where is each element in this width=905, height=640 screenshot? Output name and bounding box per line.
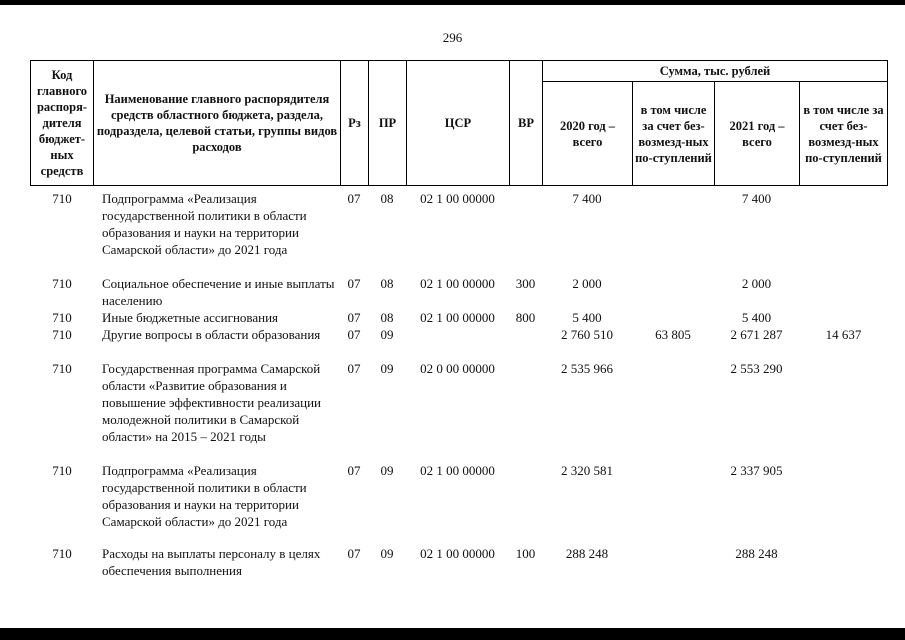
row-sum-2020: 2 760 510: [561, 327, 613, 342]
header-pr: ПР: [368, 60, 407, 186]
row-sum-2021: 2 553 290: [730, 361, 783, 376]
header-sum-2021: 2021 год – всего: [714, 81, 800, 186]
row-rz: 07: [347, 361, 361, 376]
header-rz: Рз: [340, 60, 369, 186]
row-grant-2021: 14 637: [825, 327, 862, 342]
row-rz: 07: [347, 276, 361, 291]
row-sum-2020: 2 000: [572, 276, 602, 291]
row-csr: 02 1 00 00000: [420, 276, 495, 291]
header-grant-2021: в том числе за счет без-возмезд-ных по-ступлений: [799, 81, 888, 186]
row-rz: 07: [347, 327, 361, 342]
page-number: 296: [442, 30, 463, 45]
row-name: Социальное обеспечение и иные выплаты населению: [102, 276, 335, 308]
row-sum-2021: 5 400: [741, 310, 772, 325]
row-rz: 07: [347, 546, 361, 561]
row-code: 710: [52, 276, 72, 291]
row-pr: 08: [380, 191, 394, 206]
row-grant-2020: 63 805: [655, 327, 691, 342]
row-pr: 09: [380, 546, 394, 561]
bottom-border-bar: [0, 628, 905, 640]
row-vr: 800: [515, 310, 536, 325]
row-sum-2021: 288 248: [735, 546, 778, 561]
row-name: Другие вопросы в области образования: [102, 327, 321, 342]
row-name: Государственная программа Самарской области «Развитие образования и повышение эффективности реализации молодежной политики в Самарской области» на 2015 – 2021 годы: [102, 361, 321, 444]
header-csr: ЦСР: [406, 60, 510, 186]
row-name: Расходы на выплаты персоналу в целях обеспечения выполнения: [102, 546, 321, 578]
row-sum-2020: 288 248: [565, 546, 609, 561]
row-code: 710: [52, 463, 72, 478]
row-sum-2020: 2 535 966: [561, 361, 613, 376]
row-rz: 07: [347, 463, 361, 478]
row-code: 710: [52, 327, 72, 342]
row-code: 710: [52, 191, 72, 206]
header-sum-group: Сумма, тыс. рублей: [542, 60, 888, 82]
row-pr: 09: [380, 463, 394, 478]
row-pr: 09: [380, 361, 394, 376]
row-sum-2021: 2 337 905: [730, 463, 783, 478]
row-sum-2021: 7 400: [741, 191, 772, 206]
row-rz: 07: [347, 191, 361, 206]
row-pr: 08: [380, 276, 394, 291]
top-border-bar: [0, 0, 905, 5]
row-name: Подпрограмма «Реализация государственной политики в области образования и науки на территории Самарской области» до 2021 года: [102, 463, 307, 529]
row-csr: 02 1 00 00000: [420, 310, 495, 325]
row-vr: 300: [515, 276, 536, 291]
row-sum-2020: 7 400: [572, 191, 602, 206]
header-sum-2020: 2020 год – всего: [542, 81, 633, 186]
row-code: 710: [52, 361, 72, 376]
row-code: 710: [52, 546, 72, 561]
header-code: Код главного распоря-дителя бюджет-ных средств: [30, 60, 94, 186]
row-vr: 100: [515, 546, 536, 561]
header-vr: ВР: [509, 60, 543, 186]
header-name: Наименование главного распорядителя средств областного бюджета, раздела, подраздела, целевой статьи, группы видов расходов: [93, 60, 341, 186]
row-code: 710: [52, 310, 72, 325]
row-name: Иные бюджетные ассигнования: [102, 310, 279, 325]
row-pr: 08: [380, 310, 394, 325]
row-csr: 02 0 00 00000: [420, 361, 495, 376]
row-csr: 02 1 00 00000: [420, 191, 495, 206]
row-pr: 09: [380, 327, 394, 342]
row-csr: 02 1 00 00000: [420, 546, 495, 561]
row-csr: 02 1 00 00000: [420, 463, 495, 478]
row-rz: 07: [347, 310, 361, 325]
row-sum-2021: 2 000: [741, 276, 772, 291]
header-grant-2020: в том числе за счет без-возмезд-ных по-ступлений: [632, 81, 715, 186]
row-sum-2020: 5 400: [572, 310, 602, 325]
row-sum-2020: 2 320 581: [561, 463, 613, 478]
row-name: Подпрограмма «Реализация государственной политики в области образования и науки на территории Самарской области» до 2021 года: [102, 191, 307, 257]
row-sum-2021: 2 671 287: [730, 327, 783, 342]
